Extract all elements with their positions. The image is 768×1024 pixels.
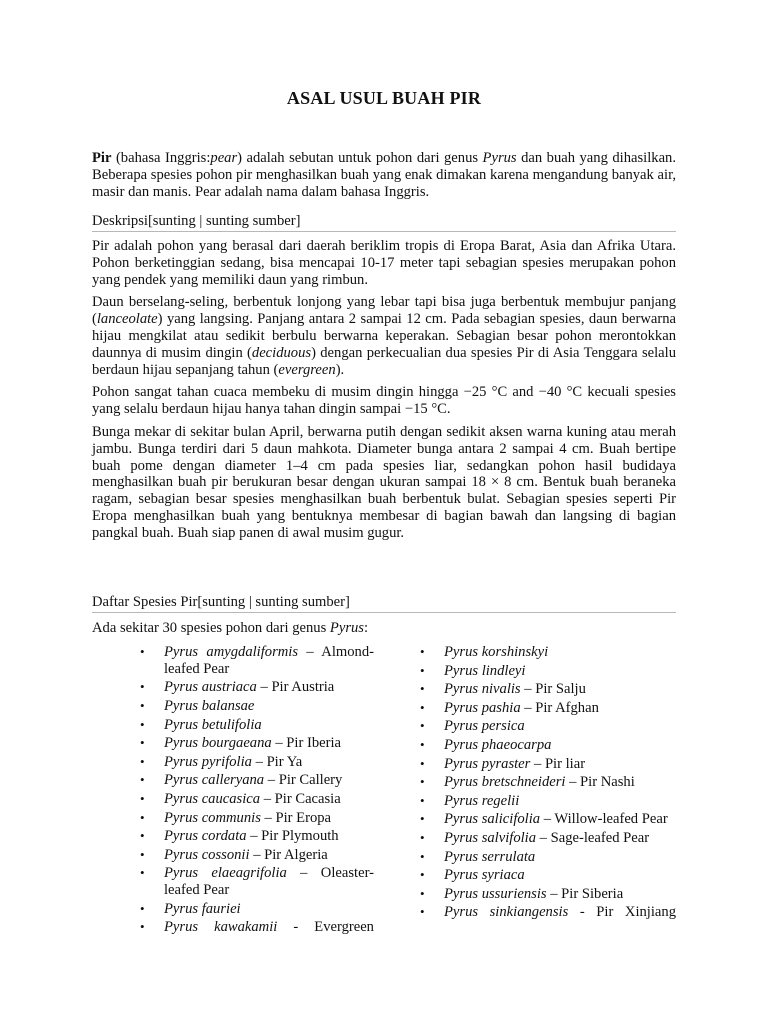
species-name: Pyrus elaeagrifolia [164,865,287,882]
species-name: Pyrus sinkiangensis [444,904,569,921]
species-list-item [164,919,374,936]
species-common-name: – Pir Siberia [546,885,624,902]
species-name: Pyrus lindleyi [444,662,526,679]
species-common-name: – Oleaster-leafed Pear [164,865,374,899]
species-list-item [164,772,374,789]
section-heading-daftar-spesies: Daftar Spesies Pir[sunting | sunting sumber] [92,593,676,613]
species-list-item [164,791,374,808]
species-name: Pyrus ussuriensis [444,885,547,902]
species-common-name: – Pir Salju [520,681,586,698]
species-list-item [444,681,676,698]
species-name: Pyrus amygdaliformis [164,644,299,660]
species-name: Pyrus austriaca [164,679,257,696]
deskripsi-body [92,238,676,548]
species-list-item [444,849,676,866]
species-common-name: – Pir Afghan [520,699,599,716]
species-list-intro: Ada sekitar 30 spesies pohon dari genus Pyrus: [92,620,369,636]
species-list-item [164,644,374,678]
species-list-item [444,774,676,791]
species-list-item [444,793,676,810]
species-list-item [444,811,676,828]
species-list-item [444,904,676,921]
species-list-item [164,735,374,752]
species-name: Pyrus salvifolia [444,829,537,846]
species-list-item [164,847,374,864]
species-list-item [444,718,676,735]
species-list-item [164,810,374,827]
species-common-name: – Pir Iberia [271,735,341,752]
species-list-item [444,886,676,903]
page-title: ASAL USUL BUAH PIR [286,88,482,108]
species-name: Pyrus pyrifolia [164,753,252,770]
species-name: Pyrus cossonii [164,846,250,863]
species-name: Pyrus bourgaeana [164,735,272,752]
species-common-name: – Willow-leafed Pear [540,811,668,828]
species-name: Pyrus communis [164,809,261,826]
species-list-item [164,679,374,696]
species-list-item [164,865,374,899]
species-name: Pyrus phaeocarpa [444,736,552,753]
species-list-item [164,717,374,734]
species-list-item [444,700,676,717]
species-common-name: – Pir Callery [264,772,343,789]
species-name: Pyrus balansae [164,697,255,714]
species-name: Pyrus betulifolia [164,716,262,733]
species-list-item [444,756,676,773]
species-common-name: – Pir Cacasia [260,790,341,807]
species-name: Pyrus regelii [444,792,520,809]
species-list-item [444,830,676,847]
species-common-name: – Pir Nashi [565,774,635,791]
species-list-item [444,737,676,754]
species-common-name: – Pir liar [530,755,586,772]
species-name: Pyrus serrulata [444,848,536,865]
species-common-name: – Almond-leafed Pear [164,644,374,677]
species-name: Pyrus nivalis [444,681,521,698]
species-list-right [444,644,676,923]
species-common-name: – Pir Eropa [260,809,332,826]
species-list-item [164,698,374,715]
species-list-left [164,644,374,938]
deskripsi-paragraph-3: Pohon sangat tahan cuaca membeku di musim dingin hingga −25 °C and −40 °C kecuali spesies yang selalu berdaun hijau hanya tahan dingin sampai −15 °C. [92,384,676,418]
species-list-item [444,867,676,884]
species-name: Pyrus persica [444,718,525,735]
species-common-name: - Evergreen [277,919,374,936]
species-name: Pyrus caucasica [164,790,261,807]
species-common-name: - Pir Xinjiang [568,904,676,921]
species-list-item [444,644,676,661]
species-name: Pyrus calleryana [164,772,265,789]
species-name: Pyrus pyraster [444,755,531,772]
species-common-name: – Pir Ya [251,753,303,770]
species-name: Pyrus fauriei [164,900,241,917]
species-list-item [164,828,374,845]
species-name: Pyrus bretschneideri [444,774,566,791]
species-name: Pyrus cordata [164,828,247,845]
deskripsi-paragraph-4: Bunga mekar di sekitar bulan April, berwarna putih dengan sedikit aksen warna kuning atau merah jambu. Bunga terdiri dari 5 daun mahkota. Diameter bunga antara 2 sampai 4 cm. Buah bertipe buah pome dengan diameter 1–4 cm pada spesies liar, sedangkan pohon hasil budidaya menghasilkan buah pir berukuran besar dengan ukuran sampai 18 × 8 cm. Bentuk buah beraneka ragam, sebagian besar spesies menghasilkan buah berbentuk bulat. Sebagian spesies seperti Pir Eropa menghasilkan buah yang bentuknya membesar di bagian bawah dan langsing di bagian pangkal buah. Buah siap panen di awal musim gugur. [92,423,676,541]
intro-bold-term: Pir [92,150,112,166]
deskripsi-paragraph-2: Daun berselang-seling, berbentuk lonjong yang lebar tapi bisa juga berbentuk membujur panjang (lanceolate) yang langsing. Panjang antara 2 sampai 12 cm. Pada sebagian spesies, daun berwarna hijau mengkilat atau sedikit berbulu berwarna keperakan. Sebagian besar pohon merontokkan daunnya di musim dingin (deciduous) dengan perkecualian dua spesies Pir di Asia Tenggara selalu berdaun hijau sepanjang tahun (evergreen). [92,294,676,378]
species-name: Pyrus syriaca [444,867,525,884]
section-heading-deskripsi: Deskripsi[sunting | sunting sumber] [92,212,676,232]
species-name: Pyrus korshinskyi [444,644,549,660]
species-common-name: – Pir Austria [256,679,335,696]
species-common-name: – Pir Algeria [249,846,328,863]
species-name: Pyrus salicifolia [444,811,541,828]
species-list-item [444,663,676,680]
intro-paragraph: Pir (bahasa Inggris:pear) adalah sebutan untuk pohon dari genus Pyrus dan buah yang dihasilkan. Beberapa spesies pohon pir menghasilkan buah yang enak dimakan karena mengandung banyak air, masir dan manis. Pear adalah nama dalam bahasa Inggris. [92,150,676,200]
species-name: Pyrus kawakamii [164,919,278,936]
deskripsi-paragraph-1: Pir adalah pohon yang berasal dari daerah beriklim tropis di Eropa Barat, Asia dan Afrika Utara. Pohon berketinggian sedang, bisa mencapai 10-17 meter tapi sebagian spesies merupakan pohon yang pendek yang memiliki daun yang rimbun. [92,238,676,288]
species-list-item [164,901,374,918]
species-common-name: – Pir Plymouth [246,828,339,845]
species-name: Pyrus pashia [444,699,521,716]
species-list-item [164,754,374,771]
species-common-name: – Sage-leafed Pear [536,829,650,846]
